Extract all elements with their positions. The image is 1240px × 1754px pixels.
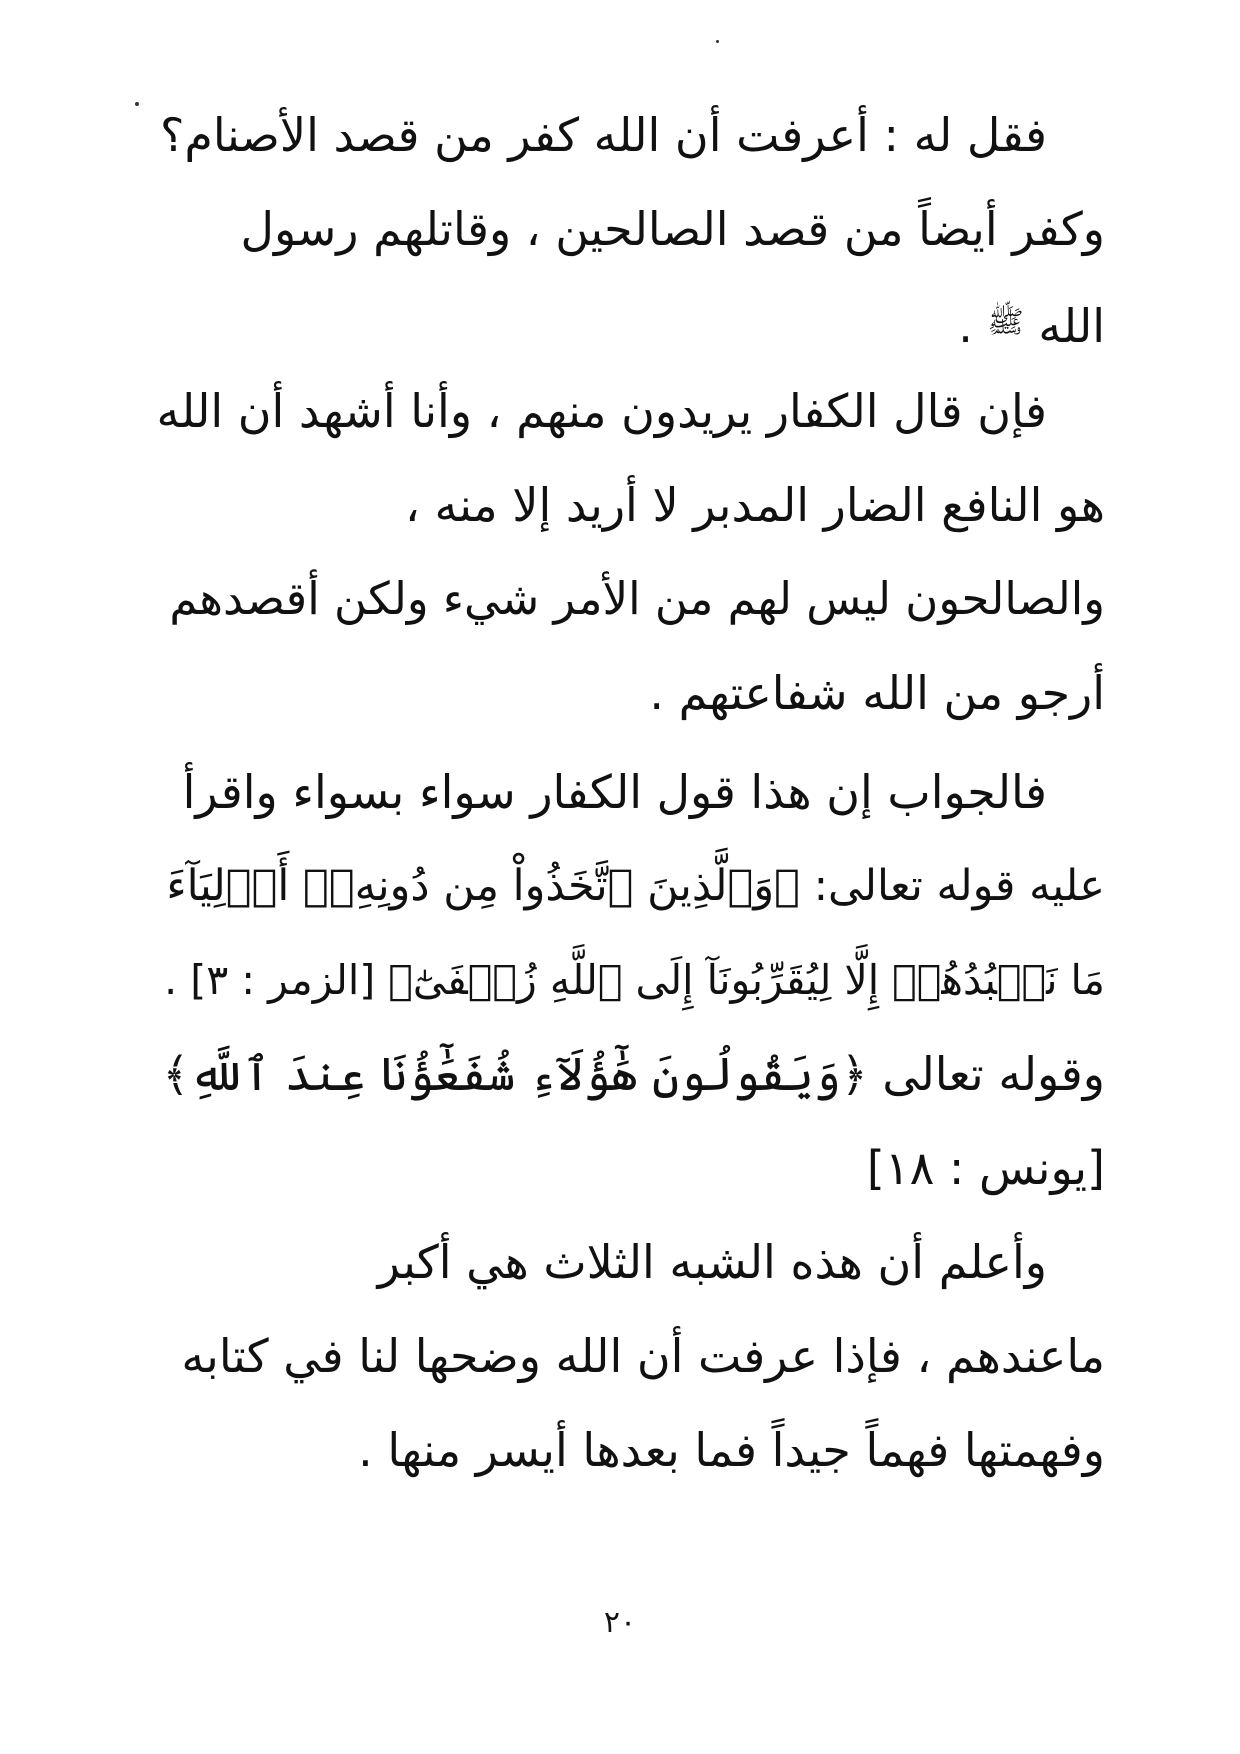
text-fragment: الله (1038, 299, 1105, 353)
verse-line (150, 839, 1105, 933)
text-line: أرجو من الله شفاعتهم . (649, 666, 1105, 720)
scan-speck (135, 102, 139, 106)
text-line: فإن قال الكفار يريدون منهم ، وأنا أشهد أن الله (156, 384, 1047, 438)
page-number: ٢٠ (603, 1605, 637, 1640)
text-line-with-honorific (150, 276, 1105, 370)
verse-reference: [الزمر : ٣] . (164, 956, 376, 1004)
text-line: فالجواب إن هذا قول الكفار سواء بسواء واقرأ (182, 765, 1047, 819)
text-line: وفهمتها فهماً جيداً فما بعدها أيسر منها . (358, 1423, 1105, 1477)
verse-line (150, 933, 1105, 1027)
text-line: ماعندهم ، فإذا عرفت أن الله وضحها لنا في كتابه (181, 1329, 1105, 1383)
scan-speck (716, 40, 719, 43)
paragraph-3 (150, 745, 1105, 1215)
verse-intro: وقوله تعالى (882, 1047, 1105, 1101)
quran-verse: ﴿وَيَقُولُونَ هَٰٓؤُلَآءِ شُفَعَٰٓؤُنَا عِندَ ٱللَّهِ﴾ (162, 1047, 868, 1101)
paragraph-4 (150, 1215, 1105, 1497)
honorific-symbol: ﷺ (987, 305, 1024, 340)
text-line: وأعلم أن هذه الشبه الثلاث هي أكبر (377, 1235, 1047, 1289)
text-fragment: . (958, 299, 988, 353)
paragraph-1 (150, 88, 1105, 370)
paragraph-2 (150, 364, 1105, 740)
quran-verse: مَا نَعۡبُدُهُمۡ إِلَّا لِيُقَرِّبُونَآ إِلَى ٱللَّهِ زُلۡفَىٰٓ﴾ (388, 956, 1105, 1004)
text-line: هو النافع الضار المدبر لا أريد إلا منه ، (404, 478, 1105, 532)
quran-verse: ﴿وَٱلَّذِينَ ٱتَّخَذُواْ مِن دُونِهِۦٓ أَوۡلِيَآءَ (166, 861, 800, 911)
text-line: والصالحون ليس لهم من الأمر شيء ولكن أقصدهم (169, 572, 1105, 625)
text-line: فقل له : أعرفت أن الله كفر من قصد الأصنام؟ (160, 108, 1047, 162)
text-line: وكفر أيضاً من قصد الصالحين ، وقاتلهم رسول (240, 202, 1105, 256)
verse-reference-line: [يونس : ١٨] (866, 1141, 1105, 1195)
verse-line (150, 1027, 1105, 1121)
verse-intro: عليه قوله تعالى: (813, 861, 1105, 911)
